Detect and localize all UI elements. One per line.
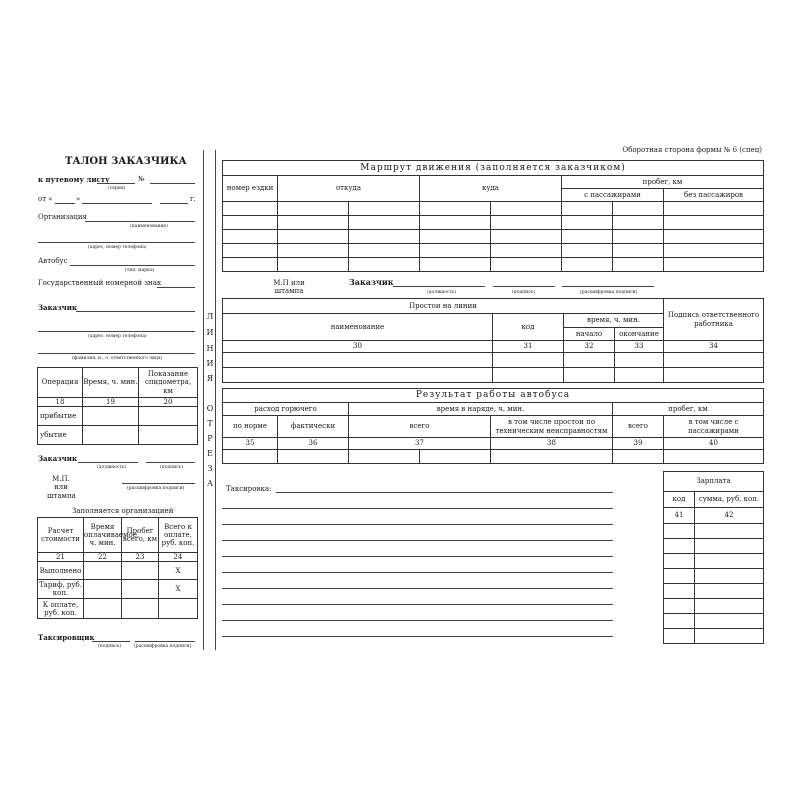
cut-letter: Я	[206, 374, 214, 383]
idle-cell[interactable]	[615, 353, 664, 368]
salary-cell[interactable]	[664, 554, 695, 569]
bus-field[interactable]	[70, 265, 195, 266]
salary-cell[interactable]	[664, 584, 695, 599]
date-day-field[interactable]	[55, 203, 75, 204]
calc-row-label: К оплате, руб. коп.	[38, 599, 84, 619]
ops-col-number: 20	[139, 398, 198, 407]
cut-letter: О	[206, 404, 214, 413]
ops-col-number: 18	[38, 398, 83, 407]
ops-cell[interactable]	[83, 426, 139, 445]
series-field[interactable]	[97, 183, 135, 184]
result-cell[interactable]	[278, 450, 349, 464]
taxation-line[interactable]	[222, 588, 613, 589]
salary-cell[interactable]	[664, 599, 695, 614]
year-suffix: г.	[190, 195, 196, 203]
ops-header: Время, ч. мин.	[83, 368, 139, 398]
route-cell[interactable]	[491, 230, 562, 244]
cut-line-left	[203, 150, 204, 650]
result-header-norm: по норме	[223, 416, 278, 438]
calc-row-label: Тариф, руб. коп.	[39, 581, 82, 598]
date-month-field[interactable]	[82, 203, 152, 204]
idle-col-number: 30	[223, 341, 493, 353]
calc-header: Время оплачиваемое, ч. мин.	[84, 518, 122, 553]
result-header-mileage: пробег, км	[613, 403, 764, 416]
calc-col-number: 24	[159, 553, 198, 562]
result-header-fuel: расход горючего	[223, 403, 349, 416]
route-cell[interactable]	[223, 202, 278, 216]
idle-cell[interactable]	[493, 368, 564, 383]
route-cell[interactable]	[278, 202, 349, 216]
route-header-from: откуда	[278, 176, 420, 202]
salary-cell[interactable]	[695, 539, 764, 554]
result-cell[interactable]	[420, 450, 491, 464]
number-field[interactable]	[150, 183, 195, 184]
salary-cell[interactable]	[664, 614, 695, 629]
route-cell[interactable]	[420, 258, 491, 272]
number-sign: №	[138, 175, 145, 183]
salary-cell[interactable]	[695, 629, 764, 644]
cut-letter: И	[206, 359, 214, 368]
salary-header-code: код	[664, 492, 695, 508]
calc-header: Всего к оплате, руб. коп.	[159, 518, 198, 553]
customer-signature-field[interactable]	[146, 462, 195, 463]
plate-label: Государственный номерной знак	[38, 279, 162, 287]
customer-label-3: Заказчик	[349, 277, 394, 287]
customer-address-caption: (адрес, номер телефона)	[88, 334, 147, 339]
responsible-caption: (фамилия, и., о. ответственного лица)	[72, 356, 163, 361]
cut-letter: Р	[207, 434, 213, 443]
result-cell[interactable]	[613, 450, 664, 464]
route-cell[interactable]	[349, 230, 420, 244]
organization-caption: (наименование)	[130, 224, 168, 229]
address-caption: (адрес, номер телефона)	[88, 245, 147, 250]
calc-cell[interactable]	[159, 599, 198, 619]
idle-table	[222, 298, 764, 383]
idle-cell[interactable]	[664, 353, 764, 368]
customer3-position-caption: (должность)	[427, 290, 457, 295]
salary-table	[663, 471, 764, 644]
idle-col-number: 32	[564, 341, 615, 353]
result-col-number: 35	[223, 438, 278, 450]
result-title: Результат работы автобуса	[223, 389, 764, 403]
route-table	[222, 160, 764, 272]
result-col-number: 39	[613, 438, 664, 450]
salary-cell[interactable]	[664, 629, 695, 644]
cut-letter: Н	[206, 344, 214, 353]
ops-row-label: прибытие	[38, 407, 83, 426]
taxation-line[interactable]	[222, 636, 613, 637]
salary-cell[interactable]	[695, 584, 764, 599]
salary-col-number: 42	[695, 508, 764, 524]
cut-letter: Е	[207, 449, 213, 458]
org-fill-title: Заполняется организацией	[72, 507, 174, 515]
route-cell[interactable]	[278, 244, 349, 258]
taxation-line[interactable]	[222, 620, 613, 621]
plate-field[interactable]	[157, 287, 195, 288]
customer3-decode-caption: (расшифровка подписи)	[580, 290, 638, 295]
result-header-with-passengers: в том числе с пассажирами	[664, 416, 764, 438]
result-cell[interactable]	[223, 450, 278, 464]
route-cell[interactable]	[491, 258, 562, 272]
route-cell[interactable]	[223, 244, 278, 258]
idle-header-start: начало	[564, 328, 615, 341]
route-header-with-passengers: с пассажирами	[562, 189, 664, 202]
calc-cell[interactable]	[84, 599, 122, 619]
cut-letter: Л	[206, 312, 214, 321]
taxation-line[interactable]	[276, 492, 613, 493]
decode-caption: (расшифровка подписи)	[127, 486, 185, 491]
result-cell[interactable]	[349, 450, 420, 464]
taxation-label: Таксировка:	[226, 485, 272, 493]
taxi-decode-caption: (расшифровка подписи)	[134, 644, 192, 649]
taxi-decode-field[interactable]	[135, 641, 195, 642]
salary-cell[interactable]	[664, 524, 695, 539]
ops-row-label: убытие	[38, 426, 83, 445]
idle-header-end: окончание	[615, 328, 664, 341]
calc-cell[interactable]	[84, 562, 122, 580]
date-from-label: от «	[38, 195, 53, 203]
bus-label: Автобус	[38, 257, 68, 265]
route-cell[interactable]	[613, 244, 664, 258]
organization-label: Организация	[38, 213, 87, 221]
calc-row-label: Выполнено	[38, 562, 84, 580]
salary-cell[interactable]	[695, 524, 764, 539]
organization-field[interactable]	[85, 221, 195, 222]
responsible-field[interactable]	[38, 353, 195, 354]
idle-header-sign: Подпись ответственного работника	[664, 299, 764, 341]
cut-letter: З	[207, 464, 213, 473]
taxation-line[interactable]	[222, 508, 613, 509]
position-caption: (должность)	[97, 465, 127, 470]
route-cell[interactable]	[562, 244, 613, 258]
route-cell[interactable]	[491, 244, 562, 258]
result-col-number: 36	[278, 438, 349, 450]
calc-col-number: 21	[38, 553, 84, 562]
route-cell[interactable]	[613, 258, 664, 272]
stamp-label-2: М.П или штампа	[273, 279, 305, 296]
cut-letter: И	[206, 328, 214, 337]
coupon-title: ТАЛОН ЗАКАЗЧИКА	[65, 156, 187, 167]
cut-line-right	[215, 150, 216, 650]
route-cell[interactable]	[223, 216, 278, 230]
route-cell[interactable]	[664, 230, 764, 244]
calc-cell[interactable]	[122, 562, 159, 580]
stamp-label: М.П. или штампа	[47, 475, 76, 500]
taxation-line[interactable]	[222, 524, 613, 525]
route-cell[interactable]	[613, 202, 664, 216]
waybill-label: к путевому листу	[38, 175, 110, 184]
route-cell[interactable]	[613, 216, 664, 230]
ops-cell[interactable]	[139, 426, 198, 445]
route-cell[interactable]	[278, 258, 349, 272]
date-year-field[interactable]	[160, 203, 188, 204]
result-cell[interactable]	[491, 450, 613, 464]
taxi-label: Таксировщик	[38, 633, 95, 642]
route-cell[interactable]	[223, 258, 278, 272]
calc-cell[interactable]	[84, 580, 122, 599]
route-cell[interactable]	[491, 202, 562, 216]
result-header-actual: фактически	[278, 416, 349, 438]
cut-letter: Т	[207, 419, 213, 428]
result-col-number: 40	[664, 438, 764, 450]
route-cell[interactable]	[664, 216, 764, 230]
signature-caption: (подпись)	[160, 465, 183, 470]
salary-cell[interactable]	[695, 569, 764, 584]
route-cell[interactable]	[420, 230, 491, 244]
idle-col-number: 33	[615, 341, 664, 353]
idle-col-number: 31	[493, 341, 564, 353]
route-cell[interactable]	[664, 244, 764, 258]
route-header-without-passengers: без пассажиров	[664, 189, 764, 202]
customer3-decode-field[interactable]	[562, 286, 654, 287]
salary-cell[interactable]	[664, 539, 695, 554]
route-cell[interactable]	[562, 216, 613, 230]
route-cell[interactable]	[562, 202, 613, 216]
route-cell[interactable]	[491, 216, 562, 230]
result-header-outfit: время в наряде, ч. мин.	[349, 403, 613, 416]
calc-cell[interactable]	[122, 580, 159, 599]
customer-label: Заказчик	[38, 303, 78, 312]
quote-close: »	[76, 195, 81, 203]
taxation-line[interactable]	[222, 540, 613, 541]
customer3-position-field[interactable]	[393, 286, 485, 287]
result-table	[222, 388, 764, 464]
salary-cell[interactable]	[695, 554, 764, 569]
result-header-total-km: всего	[613, 416, 664, 438]
result-header-downtime: в том числе простои по техническим неисправностям	[491, 416, 613, 438]
result-col-number: 38	[491, 438, 613, 450]
route-cell[interactable]	[664, 202, 764, 216]
calculation-table	[37, 517, 198, 619]
operations-table	[37, 367, 198, 445]
taxation-line[interactable]	[222, 572, 613, 573]
taxi-signature-field[interactable]	[92, 641, 130, 642]
idle-cell[interactable]	[564, 368, 615, 383]
calc-cell-mark: X	[159, 562, 198, 580]
route-cell[interactable]	[420, 244, 491, 258]
bus-caption: (тип, марка)	[125, 268, 155, 273]
customer-sign-label: Заказчик	[38, 454, 78, 463]
route-cell[interactable]	[562, 230, 613, 244]
cut-letter: А	[206, 479, 214, 488]
series-caption: (серия)	[108, 186, 126, 191]
idle-cell[interactable]	[564, 353, 615, 368]
form-reference: Оборотная сторона формы № 6 (спец)	[622, 146, 762, 154]
route-cell[interactable]	[349, 216, 420, 230]
route-cell[interactable]	[420, 202, 491, 216]
idle-header-name: наименование	[223, 314, 493, 341]
salary-cell[interactable]	[695, 599, 764, 614]
customer-address-field[interactable]	[38, 331, 195, 332]
route-cell[interactable]	[349, 258, 420, 272]
idle-cell[interactable]	[493, 353, 564, 368]
calc-cell-mark: X	[159, 580, 198, 599]
idle-title: Простои на линии	[223, 299, 664, 314]
ops-cell[interactable]	[83, 407, 139, 426]
salary-title: Зарплата	[664, 472, 764, 492]
route-cell[interactable]	[278, 216, 349, 230]
ops-col-number: 19	[83, 398, 139, 407]
result-header-total: всего	[349, 416, 491, 438]
salary-cell[interactable]	[695, 614, 764, 629]
route-cell[interactable]	[613, 230, 664, 244]
idle-cell[interactable]	[615, 368, 664, 383]
customer3-signature-field[interactable]	[493, 286, 555, 287]
idle-header-code: код	[493, 314, 564, 341]
calc-cell[interactable]	[122, 599, 159, 619]
route-cell[interactable]	[664, 258, 764, 272]
ops-cell[interactable]	[139, 407, 198, 426]
customer-field[interactable]	[76, 311, 195, 312]
organization-address-field[interactable]	[38, 242, 195, 243]
idle-header-time: время, ч. мин.	[564, 314, 664, 328]
result-col-number: 37	[349, 438, 491, 450]
calc-header: Пробег всего, км	[122, 518, 159, 553]
route-title: Маршрут движения (заполняется заказчиком)	[223, 161, 764, 176]
taxi-sign-caption: (подпись)	[98, 644, 121, 649]
ops-header: Показание спидометра, км	[139, 368, 198, 398]
route-cell[interactable]	[278, 230, 349, 244]
idle-cell[interactable]	[223, 353, 493, 368]
route-cell[interactable]	[223, 230, 278, 244]
calc-col-number: 22	[84, 553, 122, 562]
result-cell[interactable]	[664, 450, 764, 464]
calc-header: Расчет стоимости	[38, 518, 84, 553]
taxation-line[interactable]	[222, 604, 613, 605]
taxation-line[interactable]	[222, 556, 613, 557]
customer-position-field[interactable]	[78, 462, 138, 463]
route-header-mileage: пробег, км	[562, 176, 764, 189]
route-header-trip: номер ездки	[223, 176, 278, 202]
route-header-to: куда	[420, 176, 562, 202]
salary-cell[interactable]	[664, 569, 695, 584]
route-cell[interactable]	[420, 216, 491, 230]
idle-col-number: 34	[664, 341, 764, 353]
salary-header-sum: сумма, руб. коп.	[695, 492, 764, 508]
route-cell[interactable]	[562, 258, 613, 272]
decode-field[interactable]	[122, 483, 195, 484]
calc-col-number: 23	[122, 553, 159, 562]
customer3-signature-caption: (подпись)	[512, 290, 535, 295]
ops-header: Операция	[38, 368, 83, 398]
idle-cell[interactable]	[664, 368, 764, 383]
route-cell[interactable]	[349, 244, 420, 258]
salary-col-number: 41	[664, 508, 695, 524]
route-cell[interactable]	[349, 202, 420, 216]
idle-cell[interactable]	[223, 368, 493, 383]
